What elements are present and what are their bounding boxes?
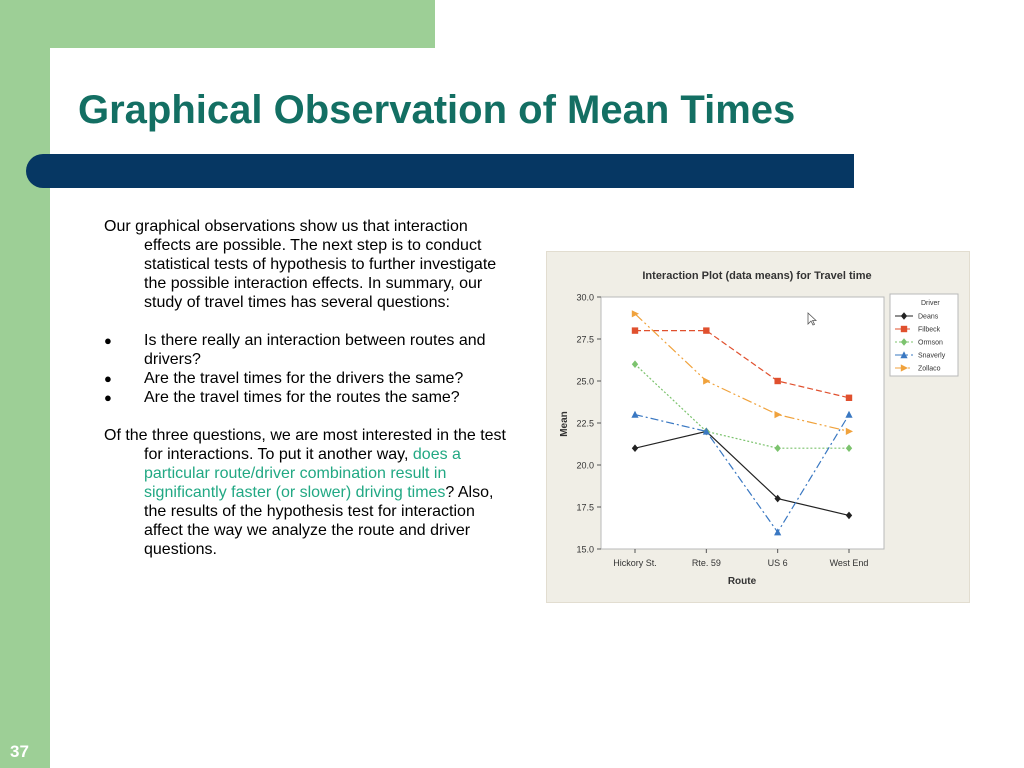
highlighted-question: does a particular route/driver combination result in significantly faster (or slower) driving times bbox=[144, 446, 461, 501]
interaction-plot bbox=[546, 251, 970, 603]
bullet-icon: ● bbox=[104, 371, 112, 386]
x-tick-label: Hickory St. bbox=[613, 558, 657, 568]
bullet-text: Are the travel times for the drivers the same? bbox=[144, 370, 464, 387]
intro-paragraph: Our graphical observations show us that interaction effects are possible. The next step is to conduct statistical tests of hypothesis to further investigate the possible interaction effects. In summary, our study of travel times has several questions: bbox=[104, 218, 497, 311]
y-axis-label: Mean bbox=[559, 411, 570, 437]
y-tick-label: 17.5 bbox=[576, 502, 594, 513]
legend-label-snaverly: Snaverly bbox=[918, 352, 946, 360]
bullet-text: Are the travel times for the routes the same? bbox=[144, 389, 460, 406]
y-tick-label: 22.5 bbox=[576, 418, 594, 429]
y-tick-label: 15.0 bbox=[576, 544, 594, 555]
legend-label-zollaco: Zollaco bbox=[918, 365, 941, 373]
x-axis-label: Route bbox=[727, 576, 757, 587]
green-accent-left bbox=[0, 0, 50, 768]
y-tick-label: 25.0 bbox=[576, 376, 594, 387]
data-point-filbeck bbox=[846, 395, 852, 401]
list-item bbox=[104, 331, 508, 369]
chart-title: Interaction Plot (data means) for Travel time bbox=[642, 270, 872, 282]
slide-title: Graphical Observation of Mean Times bbox=[78, 88, 796, 132]
body-text bbox=[104, 217, 508, 559]
y-tick-label: 30.0 bbox=[576, 292, 594, 303]
title-underline-bar bbox=[26, 154, 854, 188]
bullet-icon: ● bbox=[104, 333, 112, 348]
closing-text-2: ? Also, the results of the hypothesis test for interaction affect the way we analyze the route and driver questions. bbox=[144, 484, 494, 558]
x-tick-label: West End bbox=[829, 558, 869, 568]
bullet-text: Is there really an interaction between routes and drivers? bbox=[144, 332, 486, 368]
legend-label-filbeck: Filbeck bbox=[918, 326, 941, 334]
legend-label-deans: Deans bbox=[918, 313, 939, 321]
list-item bbox=[104, 388, 508, 407]
x-tick-label: Rte. 59 bbox=[691, 558, 721, 568]
interaction-plot-svg bbox=[547, 252, 969, 602]
closing-text-1: Of the three questions, we are most interested in the test for interactions. To put it another way, bbox=[104, 427, 506, 463]
plot-area bbox=[601, 297, 884, 549]
green-accent-top bbox=[0, 0, 435, 48]
bullet-icon: ● bbox=[104, 390, 112, 405]
question-list bbox=[104, 331, 508, 407]
data-point-filbeck bbox=[703, 327, 709, 333]
legend-label-ormson: Ormson bbox=[918, 339, 943, 347]
list-item bbox=[104, 369, 508, 388]
y-tick-label: 20.0 bbox=[576, 460, 594, 471]
data-point-filbeck bbox=[632, 327, 638, 333]
legend-title: Driver bbox=[921, 300, 940, 307]
data-point-filbeck bbox=[774, 378, 780, 384]
x-tick-label: US 6 bbox=[767, 558, 788, 568]
page-number: 37 bbox=[10, 742, 29, 761]
legend-marker-filbeck bbox=[901, 326, 907, 332]
closing-paragraph bbox=[104, 426, 508, 559]
y-tick-label: 27.5 bbox=[576, 334, 594, 345]
